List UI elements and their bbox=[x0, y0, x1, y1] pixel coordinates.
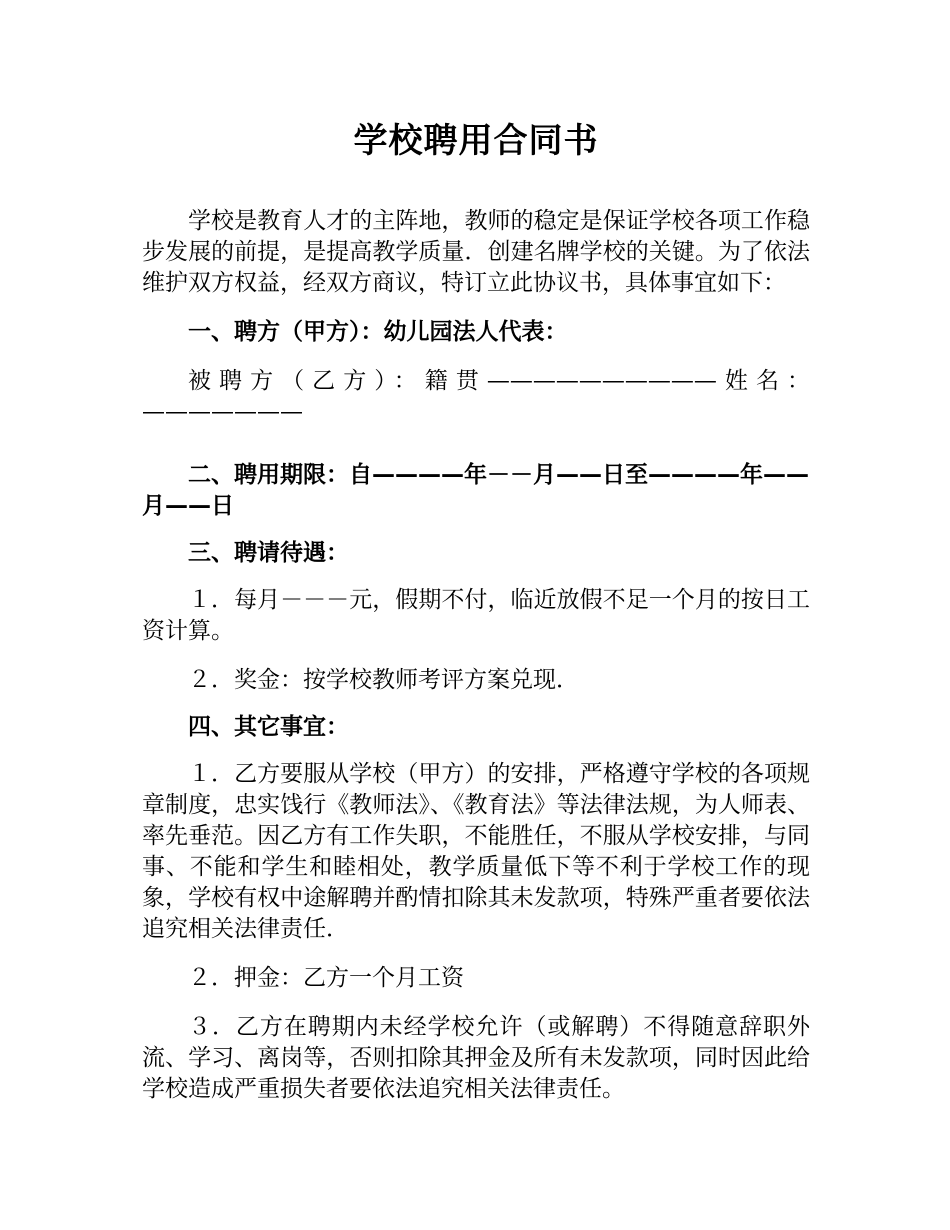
intro-paragraph: 学校是教育人才的主阵地，教师的稳定是保证学校各项工作稳步发展的前提，是提高教学质量．创建名牌学校的关键。为了依法维护双方权益，经双方商议，特订立此协议书，具体事宜如下： bbox=[142, 208, 810, 296]
document-title: 学校聘用合同书 bbox=[353, 121, 599, 161]
section1-party-b: 被聘方（乙方）：籍贯——————————姓名：——————— bbox=[142, 368, 810, 425]
section3-item2: ２．奖金：按学校教师考评方案兑现． bbox=[188, 667, 579, 693]
section3-item1: １．每月－－－元，假期不付，临近放假不足一个月的按日工资计算。 bbox=[142, 587, 810, 644]
section4-item2: ２．押金：乙方一个月工资 bbox=[188, 965, 464, 991]
section2-heading: 二、聘用期限：自————年－－月——日至————年——月——日 bbox=[142, 462, 809, 519]
section4-heading: 四、其它事宜： bbox=[188, 714, 349, 740]
section4-item3: ３．乙方在聘期内未经学校允许（或解聘）不得随意辞职外流、学习、离岗等，否则扣除其押金及所有未发款项，同时因此给学校造成严重损失者要依法追究相关法律责任。 bbox=[142, 1014, 810, 1102]
section3-heading: 三、聘请待遇： bbox=[188, 540, 349, 566]
document-page bbox=[142, 118, 810, 1105]
section1-heading: 一、聘方（甲方）：幼儿园法人代表： bbox=[188, 319, 568, 345]
section4-item1: １．乙方要服从学校（甲方）的安排，严格遵守学校的各项规章制度，忠实饯行《教师法》、《教育法》等法律法规，为人师表、率先垂范。因乙方有工作失职，不能胜任，不服从学校安排，与同事、不能和学生和睦相处，教学质量低下等不利于学校工作的现象，学校有权中途解聘并酌情扣除其未发款项，特殊严重者要依法追究相关法律责任． bbox=[142, 761, 810, 942]
